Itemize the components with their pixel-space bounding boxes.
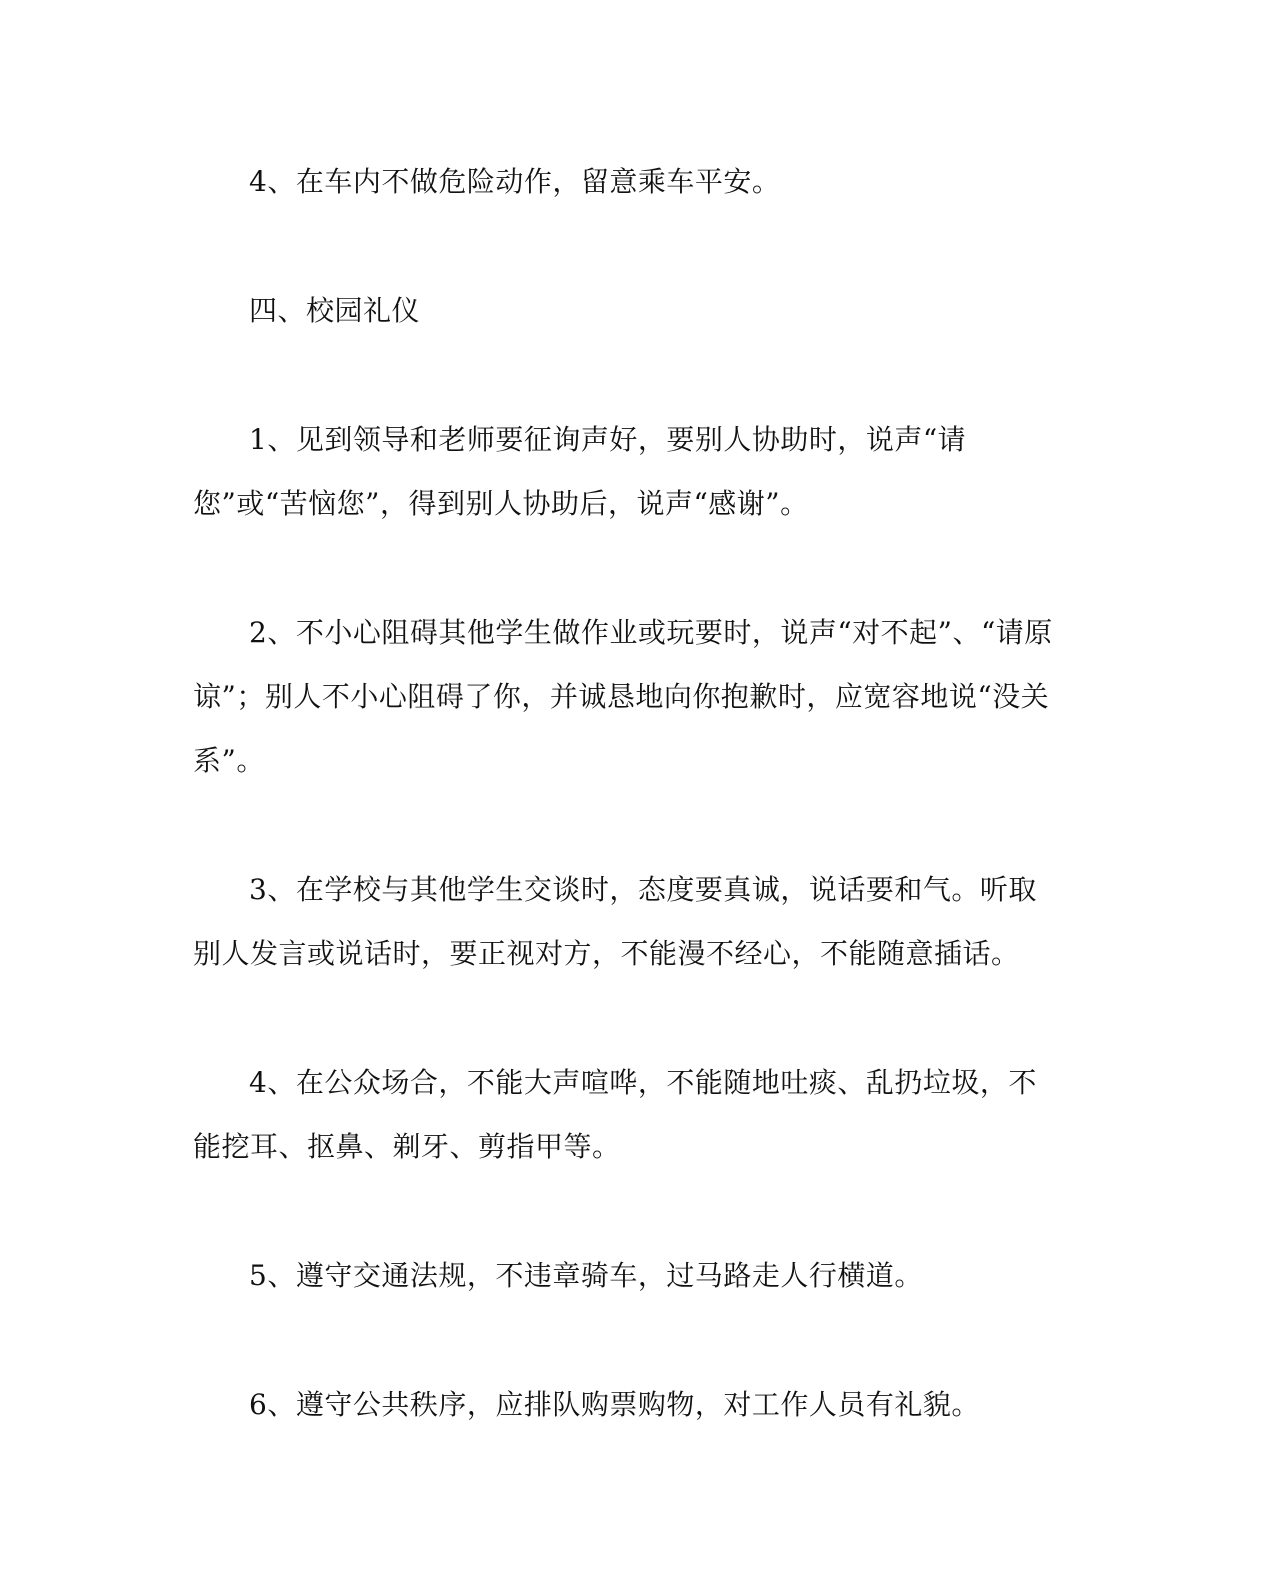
paragraph-item-1: 1、见到领导和老师要征询声好，要别人协助时，说声“请您”或“苦恼您”，得到别人协助后，说声“感谢”。 [193,423,967,520]
document-body [193,150,1055,1437]
paragraph-item-5: 5、遵守交通法规，不违章骑车，过马路走人行横道。 [249,1259,923,1292]
paragraph-item-3: 3、在学校与其他学生交谈时，态度要真诚，说话要和气。听取别人发言或说话时，要正视对方，不能漫不经心，不能随意插话。 [193,873,1037,970]
paragraph-car-safety: 4、在车内不做危险动作，留意乘车平安。 [249,165,781,198]
section-heading-campus-etiquette: 四、校园礼仪 [249,294,421,327]
paragraph-item-6: 6、遵守公共秩序，应排队购票购物，对工作人员有礼貌。 [249,1388,980,1421]
paragraph-item-2: 2、不小心阻碍其他学生做作业或玩要时，说声“对不起”、“请原谅”；别人不小心阻碍了你，并诚恳地向你抱歉时，应宽容地说“没关系”。 [193,616,1053,777]
paragraph-item-4: 4、在公众场合，不能大声喧哗，不能随地吐痰、乱扔垃圾，不能挖耳、抠鼻、剃牙、剪指甲等。 [193,1066,1037,1163]
